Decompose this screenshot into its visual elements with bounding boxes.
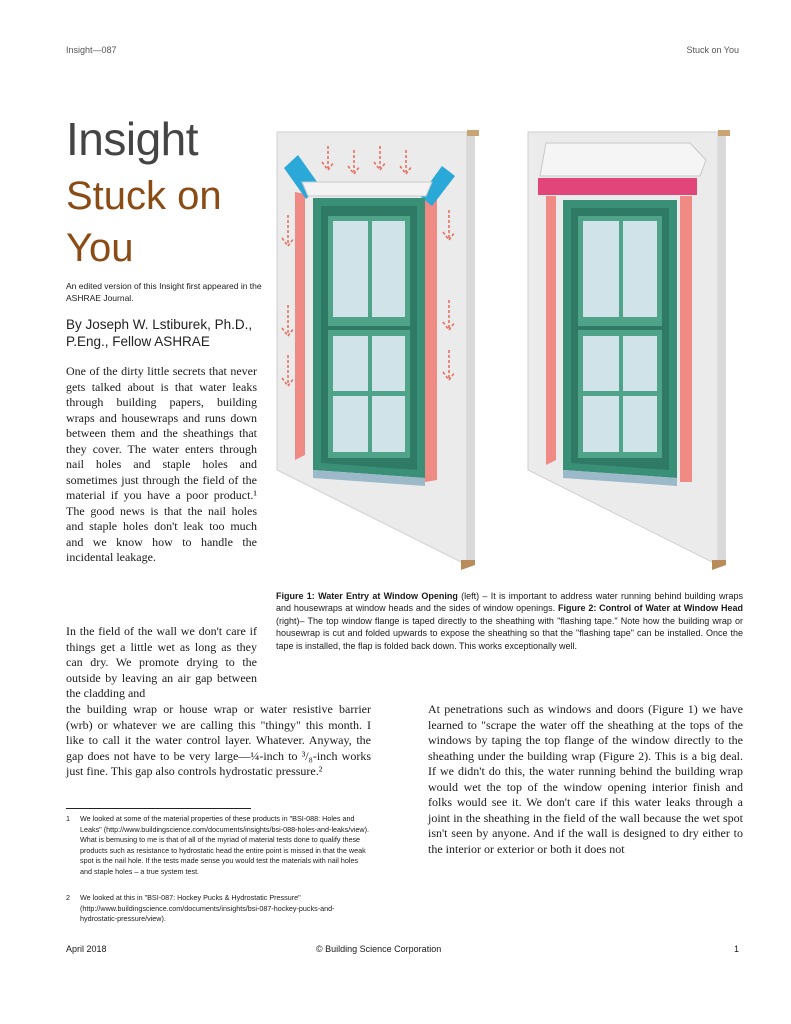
figure-2-caption-text: (right)– The top window flange is taped directly to the sheathing with "flashing tape." Note how the building wrap or housewrap is cut and folded upwards to expose the sheathing so that the "flashing tape" can be installed. Once the tape is installed, the flap is folded back down. This works exceptionally well. xyxy=(276,615,743,651)
figure-caption xyxy=(276,590,743,652)
footnote-1-number: 1 xyxy=(66,814,70,823)
author-byline: By Joseph W. Lstiburek, Ph.D., P.Eng., Fellow ASHRAE xyxy=(66,317,253,349)
footnote-2 xyxy=(66,893,371,925)
footnote-2-number: 2 xyxy=(66,893,70,902)
body-paragraph-2-continued: the building wrap or house wrap or water resistive barrier (wrb) or whatever we are calling this "thingy" this month. I like to call it the water control layer. Whatever. Anyway, the gap does not have to be very large—¼-inch to ³/₈-inch works just fine. This gap also controls hydrostatic pressure.² xyxy=(66,702,371,778)
figure-2-window-head-control xyxy=(528,130,730,570)
header-left: Insight—087 xyxy=(66,45,117,55)
figure-1-caption-label: Figure 1: Water Entry at Window Opening xyxy=(276,591,458,601)
footer-copyright: © Building Science Corporation xyxy=(316,944,442,954)
footnote-2-text: We looked at this in "BSI-087: Hockey Pucks & Hydrostatic Pressure" (http://www.buildingscience.com/documents/insights/bsi-087-hockey-pucks-and-hydrostatic-pressure/view). xyxy=(80,893,335,923)
body-paragraph-2: In the field of the wall we don't care if things get a little wet as long as they can dry. We promote drying to the outside by leaving an air gap between the cladding and xyxy=(66,624,257,700)
header-right: Stuck on You xyxy=(686,45,739,55)
footnote-1-text: We looked at some of the material properties of these products in "BSI-088: Holes and Leaks" (http://www.buildingscience.com/documents/insights/bsi-088-holes-and-leaks/view). What is bemusing to me is that of all of the myriad of material tests done to qualify these products such as resistance to hydrostatic head the entire point is missed in that the weak spot is the nail hole. If the tests made sense you would test the materials with nail holes and staple holes – a true system test. xyxy=(80,814,369,876)
footnote-rule xyxy=(66,808,251,809)
footnote-1 xyxy=(66,814,371,877)
figure-1-water-entry xyxy=(277,130,479,570)
footer-date: April 2018 xyxy=(66,944,107,954)
figure-2-caption-label: Figure 2: Control of Water at Window Head xyxy=(557,603,743,614)
body-paragraph-1: One of the dirty little secrets that never gets talked about is that water leaks through building papers, building wraps and housewraps and runs down between them and the sheathings that they cover. The water enters through nail holes and staple holes and sometimes just through the field of the material if you have a poor product.¹ The good news is that the nail holes and staple holes don't leak too much and we know how to handle the incidental leakage. xyxy=(66,364,257,564)
footer-page-number: 1 xyxy=(733,944,739,954)
subtitle: An edited version of this Insight first appeared in the ASHRAE Journal. xyxy=(66,281,262,303)
title-article: Stuck on You xyxy=(66,174,222,270)
body-paragraph-3: At penetrations such as windows and doors (Figure 1) we have learned to "scrape the water off the sheathing at the tops of the windows by taping the top flange of the window directly to the sheathing under the building wrap (Figure 2). This is a big deal. If we didn't do this, the water running behind the building wrap would wet the top of the window opening interior finish and folks would see it. We don't care if this water leaks through a joint in the sheathing in the field of the wall because the wet spot isn't seen by anyone. And if the wall is designed to dry either to the interior or exterior or both it does not xyxy=(428,702,743,856)
title-insight: Insight xyxy=(66,113,199,165)
figure-1-caption-text: (left) – It is important to address water running behind building wraps and housewraps at window heads and the sides of window openings. xyxy=(276,591,743,614)
